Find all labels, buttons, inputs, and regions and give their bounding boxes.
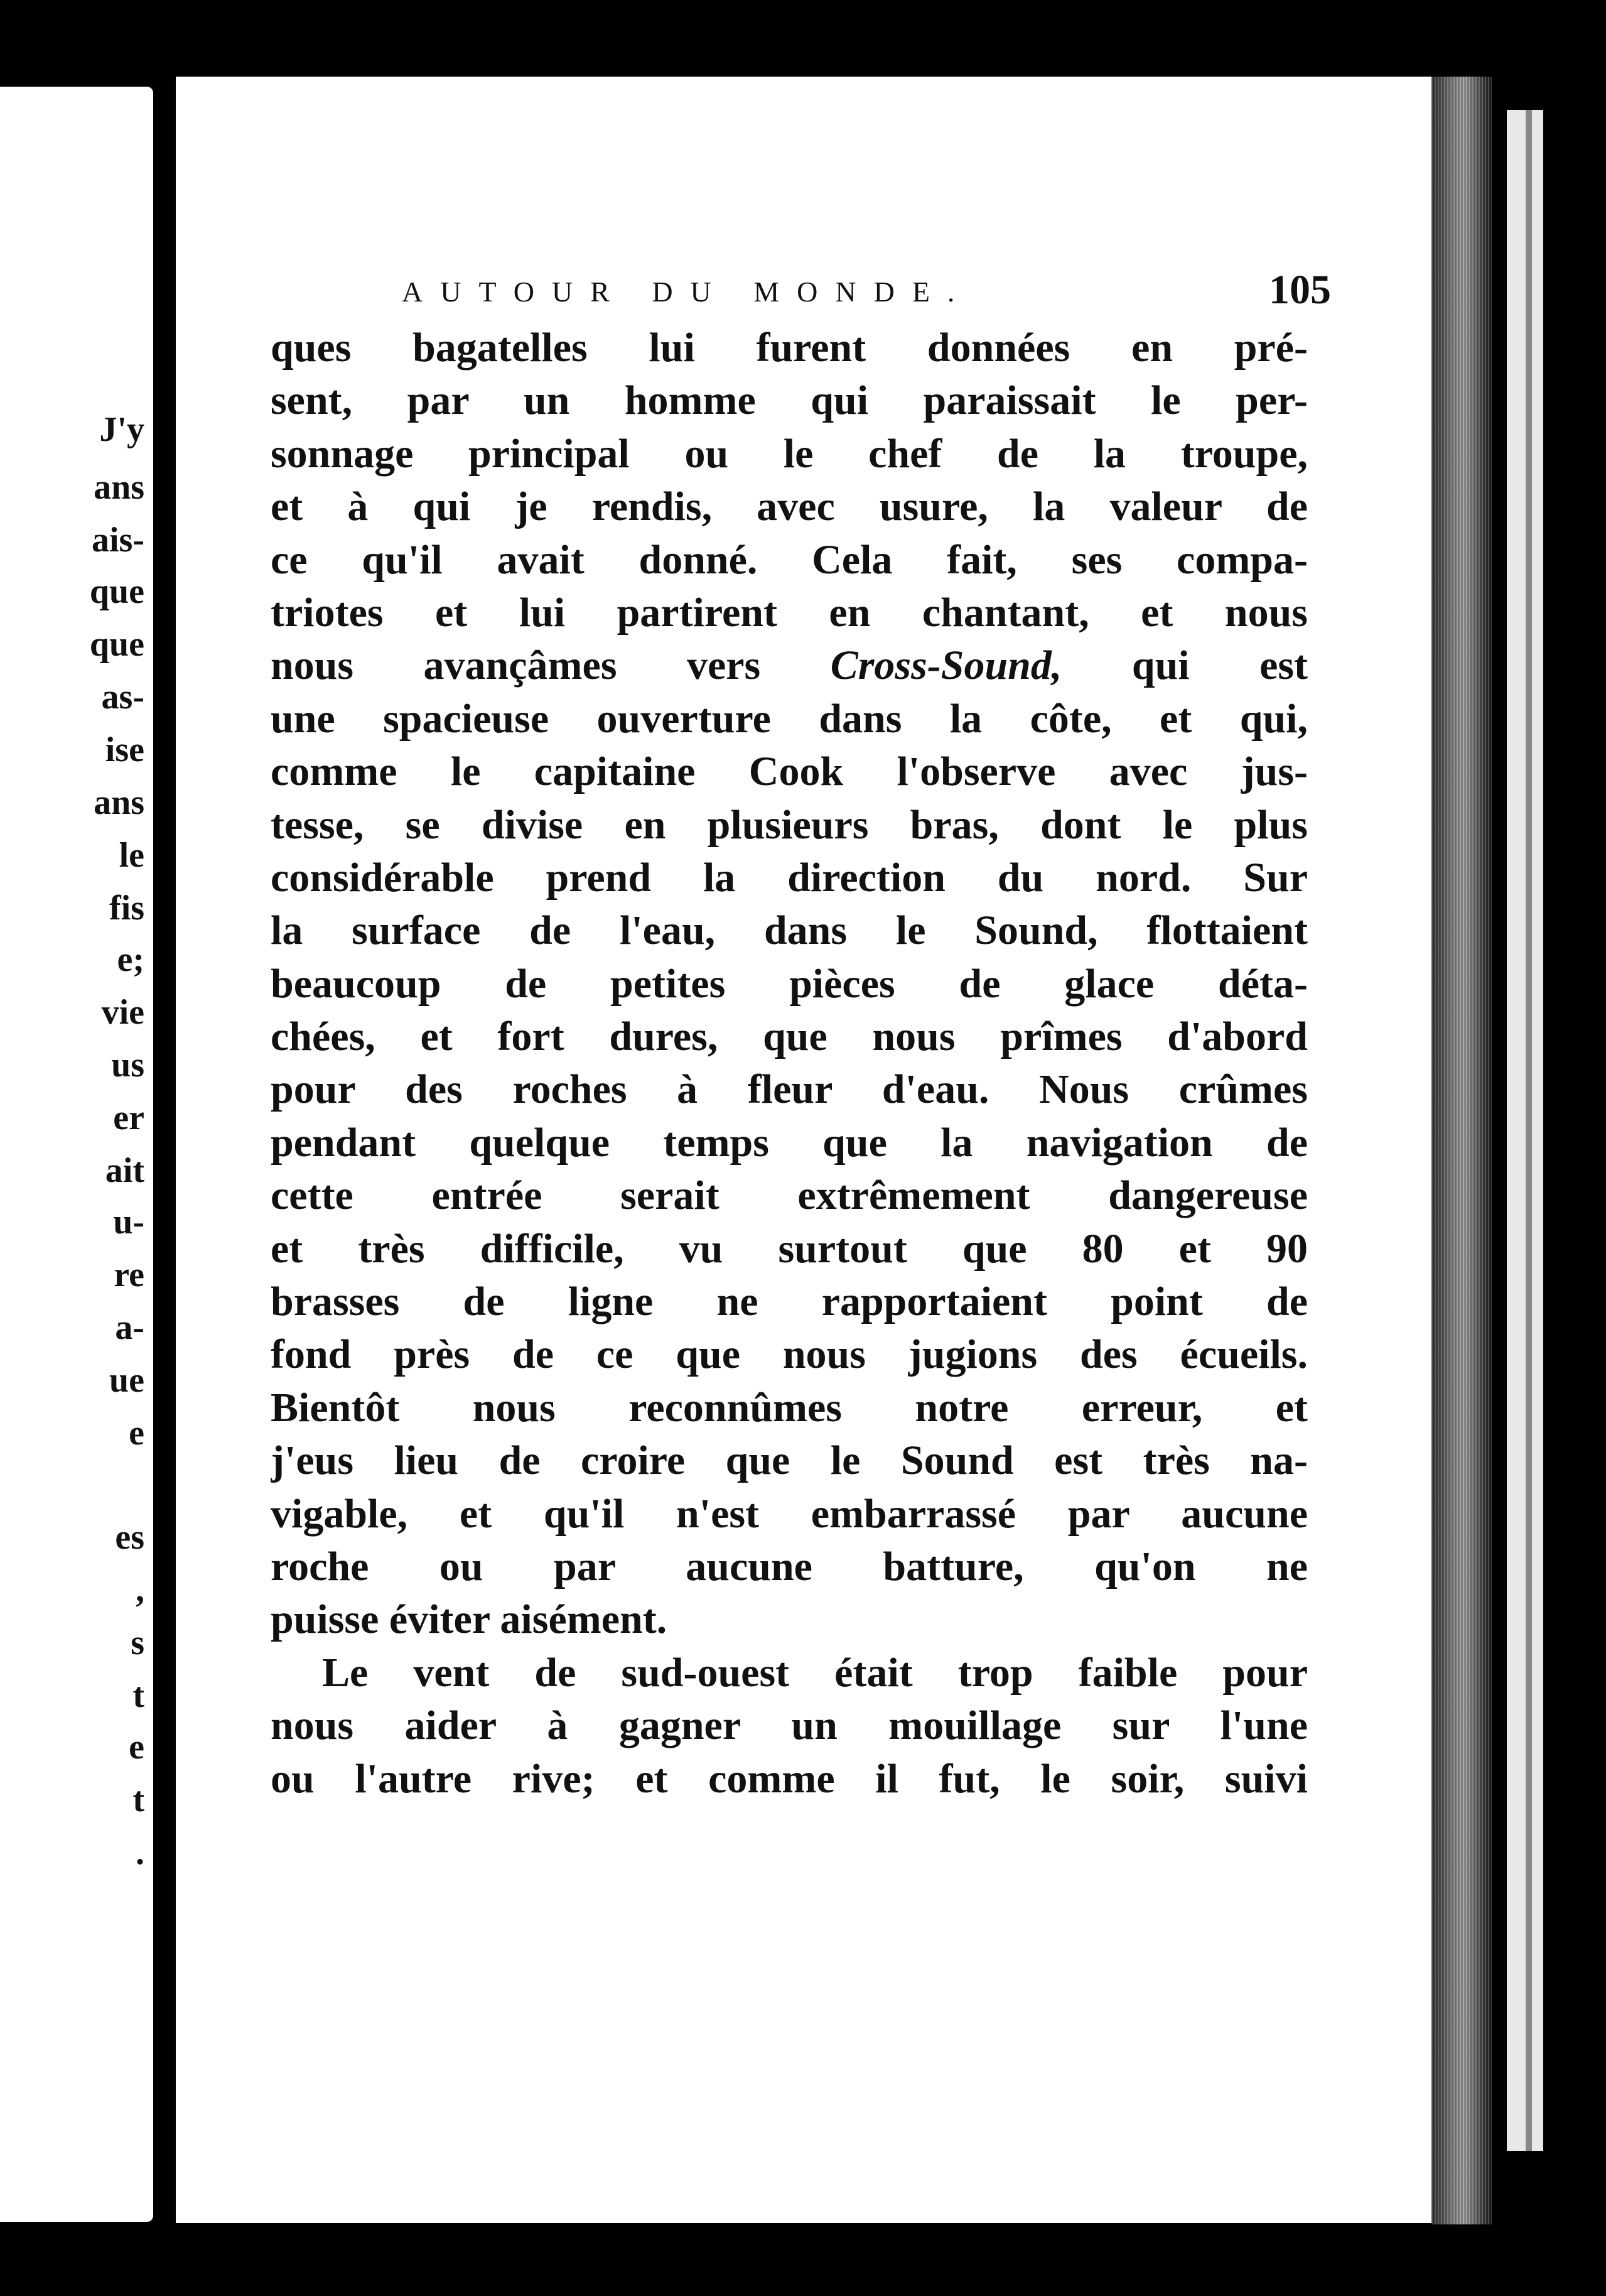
left-page-fragment: le xyxy=(119,836,144,875)
text-line: triotes et lui partirent en chantant, et nous xyxy=(271,589,1308,636)
left-page-fragment: fis xyxy=(109,889,144,928)
left-page-fragment: vie xyxy=(101,993,144,1032)
text-line xyxy=(271,639,1308,692)
text-line: et à qui je rendis, avec usure, la valeur de xyxy=(271,484,1308,530)
page-stack-strip xyxy=(1507,110,1543,2151)
left-page-fragment: re xyxy=(114,1255,144,1294)
left-page-fragment: que xyxy=(89,572,144,611)
left-page-fragment: e; xyxy=(117,940,144,979)
left-page-fragment: , xyxy=(136,1571,144,1610)
text-line: fond près de ce que nous jugions des écueils. xyxy=(271,1331,1308,1378)
book-page xyxy=(176,77,1431,2223)
left-page-fragment: t xyxy=(132,1780,144,1819)
text-line: nous aider à gagner un mouillage sur l'une xyxy=(271,1703,1308,1749)
left-page-fragment: t xyxy=(132,1676,144,1715)
left-page-fragment: ise xyxy=(105,730,144,769)
left-page-fragment: ais- xyxy=(92,521,144,560)
text-line: et très difficile, vu surtout que 80 et 90 xyxy=(271,1225,1308,1272)
text-line: j'eus lieu de croire que le Sound est très na- xyxy=(271,1438,1308,1484)
text-line: la surface de l'eau, dans le Sound, flottaient xyxy=(271,907,1308,954)
book-fore-edge xyxy=(1431,77,1492,2224)
text-line: beaucoup de petites pièces de glace déta- xyxy=(271,960,1308,1007)
text-line: considérable prend la direction du nord. Sur xyxy=(271,854,1308,901)
body-text xyxy=(271,322,1308,1806)
text-segment: nous avançâmes vers xyxy=(271,642,761,689)
text-line: vigable, et qu'il n'est embarrassé par aucune xyxy=(271,1490,1308,1537)
text-line: pour des roches à fleur d'eau. Nous crûmes xyxy=(271,1066,1308,1113)
text-line: sent, par un homme qui paraissait le per- xyxy=(271,377,1308,424)
left-page-fragment: us xyxy=(111,1046,144,1085)
left-page-fragment: e xyxy=(129,1728,144,1767)
page-stack-shadow xyxy=(1526,110,1532,2151)
text-line: Bientôt nous reconnûmes notre erreur, et xyxy=(271,1384,1308,1431)
text-line: comme le capitaine Cook l'observe avec jus- xyxy=(271,749,1308,795)
text-line: une spacieuse ouverture dans la côte, et qui, xyxy=(271,695,1308,742)
text-segment: qui est xyxy=(1131,642,1308,689)
left-page-fragment: que xyxy=(89,625,144,664)
left-page-fragment: ue xyxy=(109,1361,144,1400)
left-page-fragment: . xyxy=(136,1833,144,1872)
text-line: roche ou par aucune batture, qu'on ne xyxy=(271,1543,1308,1589)
previous-page-edge xyxy=(0,87,153,2222)
running-head xyxy=(402,264,1331,320)
fore-edge-texture xyxy=(1431,77,1492,2224)
text-line: brasses de ligne ne rapportaient point de xyxy=(271,1279,1308,1325)
text-line: ce qu'il avait donné. Cela fait, ses compa- xyxy=(271,536,1308,583)
text-line: ou l'autre rive; et comme il fut, le soir, suivi xyxy=(271,1755,1308,1802)
left-page-fragment: s xyxy=(131,1623,144,1662)
text-line: pendant quelque temps que la navigation de xyxy=(271,1119,1308,1166)
left-page-fragment: as- xyxy=(101,678,144,717)
text-line: tesse, se divise en plusieurs bras, dont le plus xyxy=(271,801,1308,848)
left-page-fragment: ait xyxy=(105,1151,144,1190)
left-page-fragment: es xyxy=(115,1518,144,1557)
left-page-fragment: u- xyxy=(113,1203,144,1242)
left-page-fragment: e xyxy=(129,1414,144,1453)
text-line: Le vent de sud-ouest était trop faible pour xyxy=(322,1649,1308,1696)
text-line: sonnage principal ou le chef de la troupe, xyxy=(271,430,1308,477)
text-line: chées, et fort dures, que nous prîmes d'abord xyxy=(271,1014,1308,1060)
page-number: 105 xyxy=(1269,267,1331,313)
left-page-fragment: a- xyxy=(115,1308,144,1347)
left-page-fragment: ans xyxy=(94,468,144,507)
left-page-fragment: ans xyxy=(94,783,144,822)
left-page-fragment: er xyxy=(113,1098,144,1137)
running-title: AUTOUR DU MONDE. xyxy=(402,276,973,308)
left-page-fragment: J'y xyxy=(99,410,144,449)
text-line: ques bagatelles lui furent données en pré- xyxy=(271,325,1308,371)
text-line: puisse éviter aisément. xyxy=(271,1596,667,1643)
text-line: cette entrée serait extrêmement dangereuse xyxy=(271,1172,1308,1219)
place-name: Cross-Sound, xyxy=(830,642,1062,689)
